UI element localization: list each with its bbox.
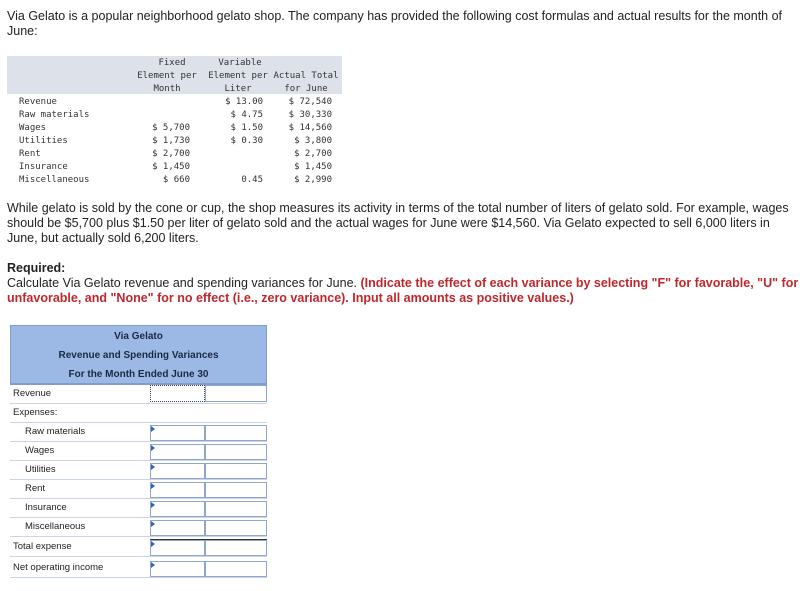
fixed-header-1: Fixed — [158, 58, 186, 68]
answer-row-label: Expenses: — [13, 407, 58, 418]
actual-header-2: for June — [284, 84, 328, 94]
variance-effect-select[interactable] — [205, 501, 267, 517]
variance-effect-select[interactable] — [205, 425, 267, 441]
variance-amount-input[interactable] — [150, 520, 205, 536]
input-arrow-icon — [151, 426, 155, 432]
cost-row-actual: $ 3,800 — [294, 136, 332, 146]
actual-header-1: Actual Total — [273, 71, 339, 81]
answer-row-label: Net operating income — [13, 562, 104, 573]
variance-effect-select[interactable] — [205, 520, 267, 536]
cost-row-label: Revenue — [19, 97, 57, 107]
required-title: Required: — [7, 261, 66, 275]
answer-row-label: Wages — [25, 445, 55, 456]
answer-row-label: Total expense — [13, 541, 72, 552]
cost-row-actual: $ 30,330 — [288, 110, 332, 120]
intro-text: Via Gelato is a popular neighborhood gelato shop. The company has provided the following cost formulas and actual results for the month of June: — [7, 9, 783, 38]
cost-row-fixed: $ 1,450 — [152, 162, 190, 172]
variance-amount-input[interactable] — [150, 482, 205, 498]
answer-table-header — [10, 325, 267, 384]
cost-row-label: Wages — [19, 123, 47, 133]
cost-row-variable: $ 0.30 — [230, 136, 263, 146]
answer-row-label: Utilities — [25, 464, 56, 475]
variance-effect-select[interactable] — [205, 561, 267, 577]
row-divider — [10, 498, 267, 499]
input-arrow-icon — [151, 541, 155, 547]
cost-row-variable: 0.45 — [241, 175, 263, 185]
answer-row-label: Rent — [25, 483, 46, 494]
row-divider — [10, 536, 267, 537]
variance-amount-input[interactable] — [150, 561, 205, 577]
row-divider — [10, 460, 267, 461]
cost-row-label: Miscellaneous — [19, 175, 90, 185]
fixed-header-3: Month — [153, 84, 181, 94]
header-effect-cell — [205, 385, 267, 402]
variance-amount-input[interactable] — [150, 463, 205, 479]
variance-amount-input[interactable] — [150, 540, 205, 556]
header-amount-cell — [150, 385, 205, 402]
variance-effect-select[interactable] — [205, 482, 267, 498]
answer-row-label: Revenue — [13, 388, 52, 399]
cost-formula-table — [7, 56, 342, 187]
cost-row-label: Utilities — [19, 136, 68, 146]
variable-header-2: Element per — [208, 71, 268, 81]
variance-amount-input[interactable] — [150, 444, 205, 460]
variance-effect-select[interactable] — [205, 444, 267, 460]
answer-row-label: Insurance — [25, 502, 67, 513]
cost-row-fixed: $ 1,730 — [152, 136, 190, 146]
answer-table-subtitle: Revenue and Spending Variances — [58, 350, 219, 361]
answer-row-label: Miscellaneous — [25, 521, 86, 532]
row-divider — [10, 556, 267, 557]
description-paragraph: While gelato is sold by the cone or cup, the shop measures its activity in terms of the total number of liters of gelato sold. For example, wages should be $5,700 plus $1.50 per liter of gelato sold and the actual wages for June were $14,560. Via Gelato expected to sell 6,000 liters in June, but actually sold 6,200 liters. — [7, 201, 789, 245]
required-question: Calculate Via Gelato revenue and spending variances for June. — [7, 276, 357, 290]
cost-row-variable: $ 1.50 — [230, 123, 263, 133]
required-text — [7, 276, 802, 306]
cost-row-label: Rent — [19, 149, 41, 159]
cost-row-actual: $ 2,990 — [294, 175, 332, 185]
cost-row-fixed: $ 5,700 — [152, 123, 190, 133]
variance-effect-select[interactable] — [205, 540, 267, 556]
row-divider — [10, 479, 267, 480]
row-divider — [10, 517, 267, 518]
row-divider — [10, 577, 267, 578]
input-arrow-icon — [151, 521, 155, 527]
input-arrow-icon — [151, 502, 155, 508]
cost-row-variable: $ 4.75 — [230, 110, 263, 120]
input-arrow-icon — [151, 483, 155, 489]
cost-row-actual: $ 2,700 — [294, 149, 332, 159]
total-rule — [150, 539, 267, 540]
answer-table-title: Via Gelato — [114, 331, 163, 342]
row-divider — [10, 422, 267, 423]
cost-row-label: Insurance — [19, 162, 68, 172]
cost-row-fixed: $ 2,700 — [152, 149, 190, 159]
cost-row-actual: $ 72,540 — [288, 97, 332, 107]
variance-amount-input[interactable] — [150, 425, 205, 441]
cost-row-variable: $ 13.00 — [225, 97, 263, 107]
cost-row-fixed: $ 660 — [162, 175, 190, 185]
input-arrow-icon — [151, 445, 155, 451]
answer-row-label: Raw materials — [25, 426, 86, 437]
row-divider — [10, 441, 267, 442]
input-arrow-icon — [151, 464, 155, 470]
required-instruction: (Indicate the effect of each variance by selecting "F" for favorable, "U" for unfavorable, and "None" for no effect (i.e., zero variance). Input all amounts as positive values.) — [7, 276, 799, 305]
input-arrow-icon — [151, 562, 155, 568]
row-divider — [10, 403, 267, 404]
variance-effect-select[interactable] — [205, 463, 267, 479]
cost-row-actual: $ 1,450 — [294, 162, 332, 172]
answer-table-period: For the Month Ended June 30 — [68, 369, 209, 380]
variable-header-3: Liter — [224, 84, 252, 94]
fixed-header-2: Element per — [137, 71, 197, 81]
variable-header-1: Variable — [218, 58, 262, 68]
variance-amount-input[interactable] — [150, 501, 205, 517]
cost-row-actual: $ 14,560 — [288, 123, 332, 133]
cost-row-label: Raw materials — [19, 110, 90, 120]
